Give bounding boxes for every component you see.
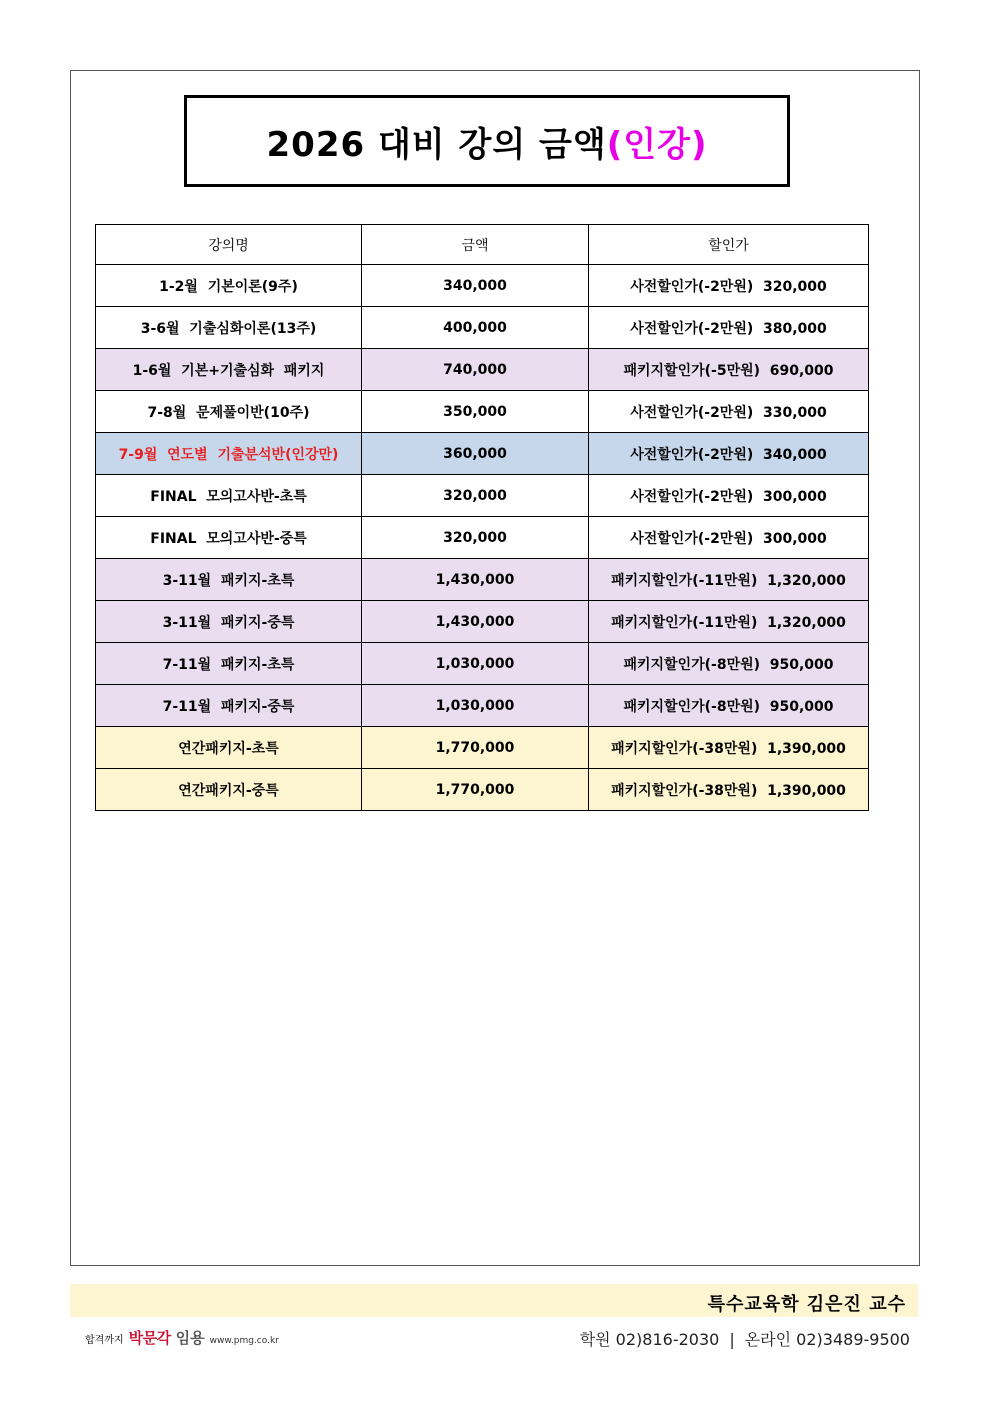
- price-table: [95, 224, 869, 811]
- discount-cell: 패키지할인가(-38만원) 1,390,000: [589, 769, 869, 811]
- table-row: [96, 475, 869, 517]
- price-cell: 1,770,000: [362, 769, 589, 811]
- table-row: [96, 265, 869, 307]
- course-name-cell: 연간패키지-중특: [96, 769, 362, 811]
- header-course-name: 강의명: [96, 225, 362, 265]
- table-row: [96, 433, 869, 475]
- price-cell: 1,430,000: [362, 559, 589, 601]
- course-name-cell: 7-11월 패키지-초특: [96, 643, 362, 685]
- course-name-cell: 7-8월 문제풀이반(10주): [96, 391, 362, 433]
- price-cell: 1,030,000: [362, 685, 589, 727]
- discount-cell: 패키지할인가(-11만원) 1,320,000: [589, 601, 869, 643]
- header-price: 금액: [362, 225, 589, 265]
- discount-cell: 패키지할인가(-5만원) 690,000: [589, 349, 869, 391]
- course-name-cell: 3-11월 패키지-초특: [96, 559, 362, 601]
- price-cell: 1,030,000: [362, 643, 589, 685]
- academy-phone: 학원 02)816-2030: [579, 1330, 720, 1349]
- brand-logo: [85, 1327, 279, 1348]
- price-cell: 360,000: [362, 433, 589, 475]
- price-cell: 740,000: [362, 349, 589, 391]
- table-row: [96, 685, 869, 727]
- brand-sub: 임용: [175, 1329, 205, 1347]
- instructor-name: 특수교육학 김은진 교수: [707, 1294, 906, 1315]
- brand-main: 박문각: [128, 1329, 171, 1347]
- table-row: [96, 307, 869, 349]
- table-row: [96, 517, 869, 559]
- course-name-cell: 1-6월 기본+기출심화 패키지: [96, 349, 362, 391]
- table-row: [96, 643, 869, 685]
- table-row: [96, 349, 869, 391]
- discount-cell: 패키지할인가(-11만원) 1,320,000: [589, 559, 869, 601]
- price-cell: 400,000: [362, 307, 589, 349]
- brand-slogan: 합격까지: [85, 1335, 124, 1346]
- course-name-cell: 3-6월 기출심화이론(13주): [96, 307, 362, 349]
- table-row: [96, 391, 869, 433]
- table-body: [96, 265, 869, 811]
- price-cell: 320,000: [362, 475, 589, 517]
- table-row: [96, 559, 869, 601]
- price-cell: 1,770,000: [362, 727, 589, 769]
- contact-separator: |: [729, 1330, 735, 1349]
- contact-info: [580, 1327, 910, 1350]
- brand-url: www.pmg.co.kr: [209, 1336, 279, 1346]
- discount-cell: 사전할인가(-2만원) 340,000: [589, 433, 869, 475]
- course-name-cell: 연간패키지-초특: [96, 727, 362, 769]
- discount-cell: 사전할인가(-2만원) 300,000: [589, 517, 869, 559]
- price-cell: 340,000: [362, 265, 589, 307]
- page-title: [184, 95, 790, 187]
- discount-cell: 사전할인가(-2만원) 300,000: [589, 475, 869, 517]
- table-row: [96, 769, 869, 811]
- discount-cell: 패키지할인가(-8만원) 950,000: [589, 643, 869, 685]
- course-name-cell: 7-9월 연도별 기출분석반(인강만): [96, 433, 362, 475]
- price-cell: 350,000: [362, 391, 589, 433]
- discount-cell: 사전할인가(-2만원) 320,000: [589, 265, 869, 307]
- footer-bar: [70, 1284, 918, 1317]
- table-row: [96, 727, 869, 769]
- course-name-cell: FINAL 모의고사반-초특: [96, 475, 362, 517]
- table-row: [96, 601, 869, 643]
- header-discount: 할인가: [589, 225, 869, 265]
- title-main: 2026 대비 강의 금액: [266, 124, 607, 165]
- course-name-cell: 3-11월 패키지-중특: [96, 601, 362, 643]
- discount-cell: 패키지할인가(-8만원) 950,000: [589, 685, 869, 727]
- price-cell: 320,000: [362, 517, 589, 559]
- table-header-row: [96, 225, 869, 265]
- discount-cell: 패키지할인가(-38만원) 1,390,000: [589, 727, 869, 769]
- course-name-cell: 1-2월 기본이론(9주): [96, 265, 362, 307]
- online-phone: 온라인 02)3489-9500: [744, 1330, 910, 1349]
- title-accent: (인강): [606, 124, 708, 165]
- price-cell: 1,430,000: [362, 601, 589, 643]
- discount-cell: 사전할인가(-2만원) 330,000: [589, 391, 869, 433]
- course-name-cell: 7-11월 패키지-중특: [96, 685, 362, 727]
- discount-cell: 사전할인가(-2만원) 380,000: [589, 307, 869, 349]
- course-name-cell: FINAL 모의고사반-중특: [96, 517, 362, 559]
